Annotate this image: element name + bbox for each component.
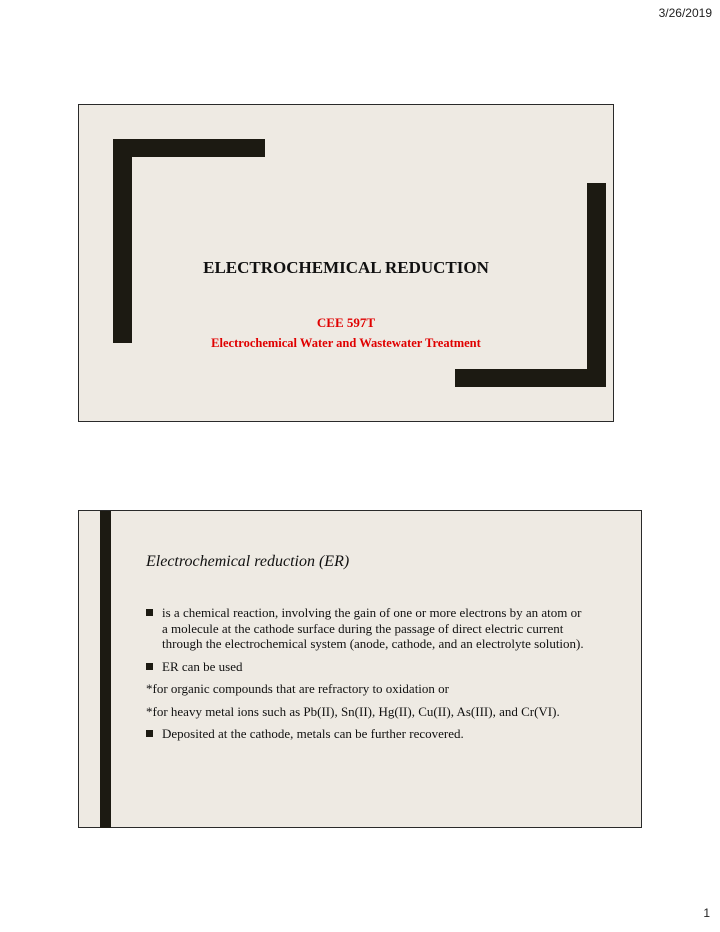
slide-heading: Electrochemical reduction (ER) [146,553,350,570]
slide-body [146,605,586,749]
page-number: 1 [703,906,710,920]
slide-title: ELECTROCHEMICAL REDUCTION [203,258,489,277]
left-bracket-horizontal-bar [113,139,265,157]
left-bracket-vertical-bar [113,139,132,343]
usage-line: *for organic compounds that are refractory to oxidation or [146,681,449,696]
title-slide [78,104,614,422]
page-date: 3/26/2019 [658,6,712,20]
bullet-item [146,726,586,742]
right-bracket-vertical-bar [587,183,606,387]
bullet-text: Deposited at the cathode, metals can be further recovered. [162,726,464,741]
square-bullet-icon [146,663,153,670]
square-bullet-icon [146,609,153,616]
bullet-text: ER can be used [162,658,243,674]
content-slide [78,510,642,828]
bullet-item [146,659,586,675]
bullet-item [146,605,586,652]
course-title: Electrochemical Water and Wastewater Treatment [211,336,481,350]
left-accent-bar [100,511,111,828]
usage-line: *for heavy metal ions such as Pb(II), Sn(II), Hg(II), Cu(II), As(III), and Cr(VI). [146,703,560,719]
course-code: CEE 597T [316,315,376,330]
right-bracket-horizontal-bar [455,369,606,387]
square-bullet-icon [146,730,153,737]
bullet-text: is a chemical reaction, involving the gain of one or more electrons by an atom or a molecule at the cathode surface during the passage of direct electric current through the electrochemical system (anode, cathode, and an electrolyte solution). [162,605,584,651]
